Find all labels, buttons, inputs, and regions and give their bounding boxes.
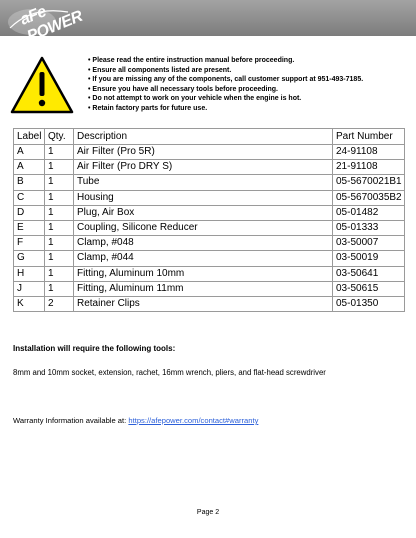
tools-list-text: 8mm and 10mm socket, extension, rachet, 16mm wrench, pliers, and flat-head screwdriver	[13, 368, 326, 377]
cell-qty: 1	[45, 160, 74, 175]
header-part-number: Part Number	[333, 129, 405, 145]
cell-description: Plug, Air Box	[74, 205, 333, 220]
table-row	[14, 281, 405, 296]
warning-item: • Do not attempt to work on your vehicle when the engine is hot.	[88, 94, 363, 104]
table-row	[14, 266, 405, 281]
warning-list	[88, 56, 363, 114]
warning-triangle-icon	[10, 56, 74, 114]
cell-label: A	[14, 145, 45, 160]
cell-qty: 1	[45, 281, 74, 296]
cell-part-number: 03-50641	[333, 266, 405, 281]
cell-part-number: 03-50007	[333, 236, 405, 251]
warranty-info	[13, 416, 258, 425]
cell-label: C	[14, 190, 45, 205]
cell-label: F	[14, 236, 45, 251]
cell-label: H	[14, 266, 45, 281]
table-row	[14, 145, 405, 160]
cell-label: J	[14, 281, 45, 296]
cell-part-number: 05-5670035B2	[333, 190, 405, 205]
table-row	[14, 160, 405, 175]
cell-description: Coupling, Silicone Reducer	[74, 220, 333, 235]
tools-heading: Installation will require the following tools:	[13, 344, 176, 353]
cell-qty: 1	[45, 266, 74, 281]
cell-description: Air Filter (Pro 5R)	[74, 145, 333, 160]
cell-label: B	[14, 175, 45, 190]
cell-description: Retainer Clips	[74, 296, 333, 311]
cell-part-number: 03-50615	[333, 281, 405, 296]
table-row	[14, 236, 405, 251]
cell-label: E	[14, 220, 45, 235]
header-label: Label	[14, 129, 45, 145]
cell-part-number: 24-91108	[333, 145, 405, 160]
warning-item: • Ensure all components listed are present.	[88, 66, 363, 76]
cell-part-number: 05-01350	[333, 296, 405, 311]
table-row	[14, 205, 405, 220]
page-number: Page 2	[196, 509, 220, 516]
cell-description: Fitting, Aluminum 11mm	[74, 281, 333, 296]
parts-table	[13, 128, 405, 312]
cell-label: A	[14, 160, 45, 175]
cell-description: Fitting, Aluminum 10mm	[74, 266, 333, 281]
table-row	[14, 220, 405, 235]
warranty-label: Warranty Information available at:	[13, 416, 129, 425]
cell-part-number: 05-01482	[333, 205, 405, 220]
cell-part-number: 03-50019	[333, 251, 405, 266]
cell-qty: 2	[45, 296, 74, 311]
cell-qty: 1	[45, 190, 74, 205]
cell-description: Clamp, #048	[74, 236, 333, 251]
header-description: Description	[74, 129, 333, 145]
cell-description: Housing	[74, 190, 333, 205]
cell-label: K	[14, 296, 45, 311]
cell-label: D	[14, 205, 45, 220]
cell-description: Air Filter (Pro DRY S)	[74, 160, 333, 175]
table-row	[14, 190, 405, 205]
warning-item: • Retain factory parts for future use.	[88, 104, 363, 114]
cell-part-number: 05-01333	[333, 220, 405, 235]
cell-qty: 1	[45, 220, 74, 235]
cell-label: G	[14, 251, 45, 266]
cell-qty: 1	[45, 205, 74, 220]
table-row	[14, 296, 405, 311]
warning-item: • Please read the entire instruction manual before proceeding.	[88, 56, 363, 66]
cell-qty: 1	[45, 236, 74, 251]
header-qty: Qty.	[45, 129, 74, 145]
table-row	[14, 251, 405, 266]
warning-item: • If you are missing any of the components, call customer support at 951-493-7185.	[88, 75, 363, 85]
cell-qty: 1	[45, 251, 74, 266]
table-header-row	[14, 129, 405, 145]
cell-part-number: 21-91108	[333, 160, 405, 175]
cell-qty: 1	[45, 145, 74, 160]
cell-description: Tube	[74, 175, 333, 190]
warranty-link[interactable]: https://afepower.com/contact#warranty	[128, 416, 259, 425]
logo-text: aFe POWER	[18, 3, 85, 46]
warning-item: • Ensure you have all necessary tools before proceeding.	[88, 85, 363, 95]
cell-part-number: 05-5670021B1	[333, 175, 405, 190]
table-row	[14, 175, 405, 190]
cell-qty: 1	[45, 175, 74, 190]
cell-description: Clamp, #044	[74, 251, 333, 266]
afe-power-logo	[6, 3, 85, 46]
